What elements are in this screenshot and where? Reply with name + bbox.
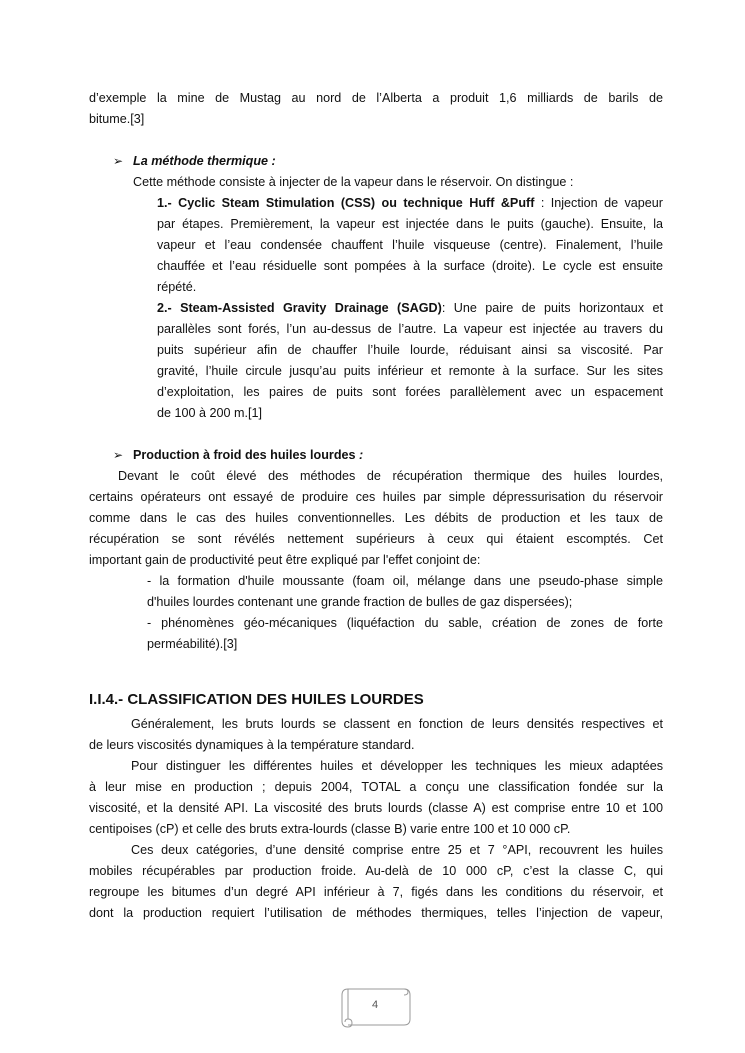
classif-p1-line-2: de leurs viscosités dynamiques à la température standard. [89, 738, 415, 752]
cold-production-title [133, 445, 363, 466]
page-number: 4 [371, 999, 379, 1011]
cold-line-2: certains opérateurs ont essayé de produire ces huiles par simple dépressurisation du réservoir [89, 490, 663, 504]
cold-line-5: important gain de productivité peut être expliqué par l'effet conjoint de: [89, 553, 481, 567]
arrow-bullet-icon: ➢ [113, 154, 124, 168]
sagd-line-1 [157, 298, 663, 319]
classif-p3-line-2: mobiles récupérables par production froide. Au-delà de 10 000 cP, c’est la classe C, qui [89, 864, 663, 878]
thermal-method-intro: Cette méthode consiste à injecter de la vapeur dans le réservoir. On distingue : [133, 175, 574, 189]
classif-p3-line-4: dont la production requiert l’utilisation de méthodes thermiques, telles l’injection de vapeur, [89, 906, 663, 920]
sagd-line-6: de 100 à 200 m.[1] [157, 406, 263, 420]
cold-line-3: comme dans le cas des huiles conventionnelles. Les débits de production et les taux de [89, 511, 663, 525]
foam-oil-line-1: - la formation d'huile moussante (foam oil, mélange dans une pseudo-phase simple [147, 574, 663, 588]
sagd-line-1-rest: : Une paire de puits horizontaux et [441, 301, 664, 315]
classif-p2-line-3: viscosité, et la densité API. La viscosité des bruts lourds (classe A) est comprise entre 10 et 100 [89, 801, 663, 815]
classif-p2-line-4: centipoises (cP) et celle des bruts extra-lourds (classe B) varie entre 100 et 10 000 cP. [89, 822, 571, 836]
arrow-bullet-icon: ➢ [113, 448, 124, 462]
cold-line-4: récupération se sont révélés nettement supérieurs à ceux qui étaient escomptés. Cet [89, 532, 663, 546]
geomech-line-2: perméabilité).[3] [147, 637, 238, 651]
geomech-line-1: - phénomènes géo-mécaniques (liquéfaction du sable, création de zones de forte [147, 616, 663, 630]
intro-line-2: bitume.[3] [89, 112, 145, 126]
css-line-4: chauffée et l’eau résiduelle sont pompées à la surface (droite). Le cycle est ensuite [157, 259, 663, 273]
foam-oil-line-2: d'huiles lourdes contenant une grande fraction de bulles de gaz dispersées); [147, 595, 573, 609]
cold-production-title-colon: : [355, 448, 364, 462]
sagd-line-4: gravité, l’huile circule jusqu’au puits inférieur et remonte à la surface. Sur les sites [157, 364, 663, 378]
classif-p3-line-3: regroupe les bitumes d’un degré API inférieur à 7, figés dans les conditions du réservoir, et [89, 885, 663, 899]
thermal-method-title: La méthode thermique : [133, 154, 276, 168]
css-title: 1.- Cyclic Steam Stimulation (CSS) ou technique Huff &Puff [157, 196, 535, 210]
classif-p3-line-1: Ces deux catégories, d’une densité comprise entre 25 et 7 °API, recouvrent les huiles [131, 843, 663, 857]
css-line-1-rest: : Injection de vapeur [534, 196, 663, 210]
classif-p1-line-1: Généralement, les bruts lourds se classent en fonction de leurs densités respectives et [131, 717, 663, 731]
sagd-title: 2.- Steam-Assisted Gravity Drainage (SAGD) [157, 301, 442, 315]
cold-production-title-text: Production à froid des huiles lourdes [133, 448, 356, 462]
css-line-3: vapeur et l’eau condensée chauffent l’huile visqueuse (centre). Finalement, l’huile [157, 238, 663, 252]
cold-line-1: Devant le coût élevé des méthodes de récupération thermique des huiles lourdes, [118, 469, 663, 483]
section-heading: I.I.4.- CLASSIFICATION DES HUILES LOURDES [89, 691, 424, 708]
css-line-1 [157, 193, 663, 214]
css-line-5: répété. [157, 280, 197, 294]
sagd-line-3: puits supérieur afin de chauffer l’huile lourde, réduisant ainsi sa viscosité. Par [157, 343, 663, 357]
sagd-line-2: parallèles sont forés, l’un au-dessus de l’autre. La vapeur est injectée au travers du [157, 322, 663, 336]
classif-p2-line-1: Pour distinguer les différentes huiles et développer les techniques les mieux adaptées [131, 759, 663, 773]
css-line-2: par étapes. Premièrement, la vapeur est injectée dans le puits (gauche). Ensuite, la [157, 217, 663, 231]
page-number-scroll [338, 983, 412, 1029]
intro-line-1: d’exemple la mine de Mustag au nord de l’Alberta a produit 1,6 milliards de barils de [89, 91, 663, 105]
classif-p2-line-2: à leur mise en production ; depuis 2004, TOTAL a conçu une classification fondée sur la [89, 780, 663, 794]
sagd-line-5: d’exploitation, les paires de puits sont forées parallèlement avec un espacement [157, 385, 663, 399]
